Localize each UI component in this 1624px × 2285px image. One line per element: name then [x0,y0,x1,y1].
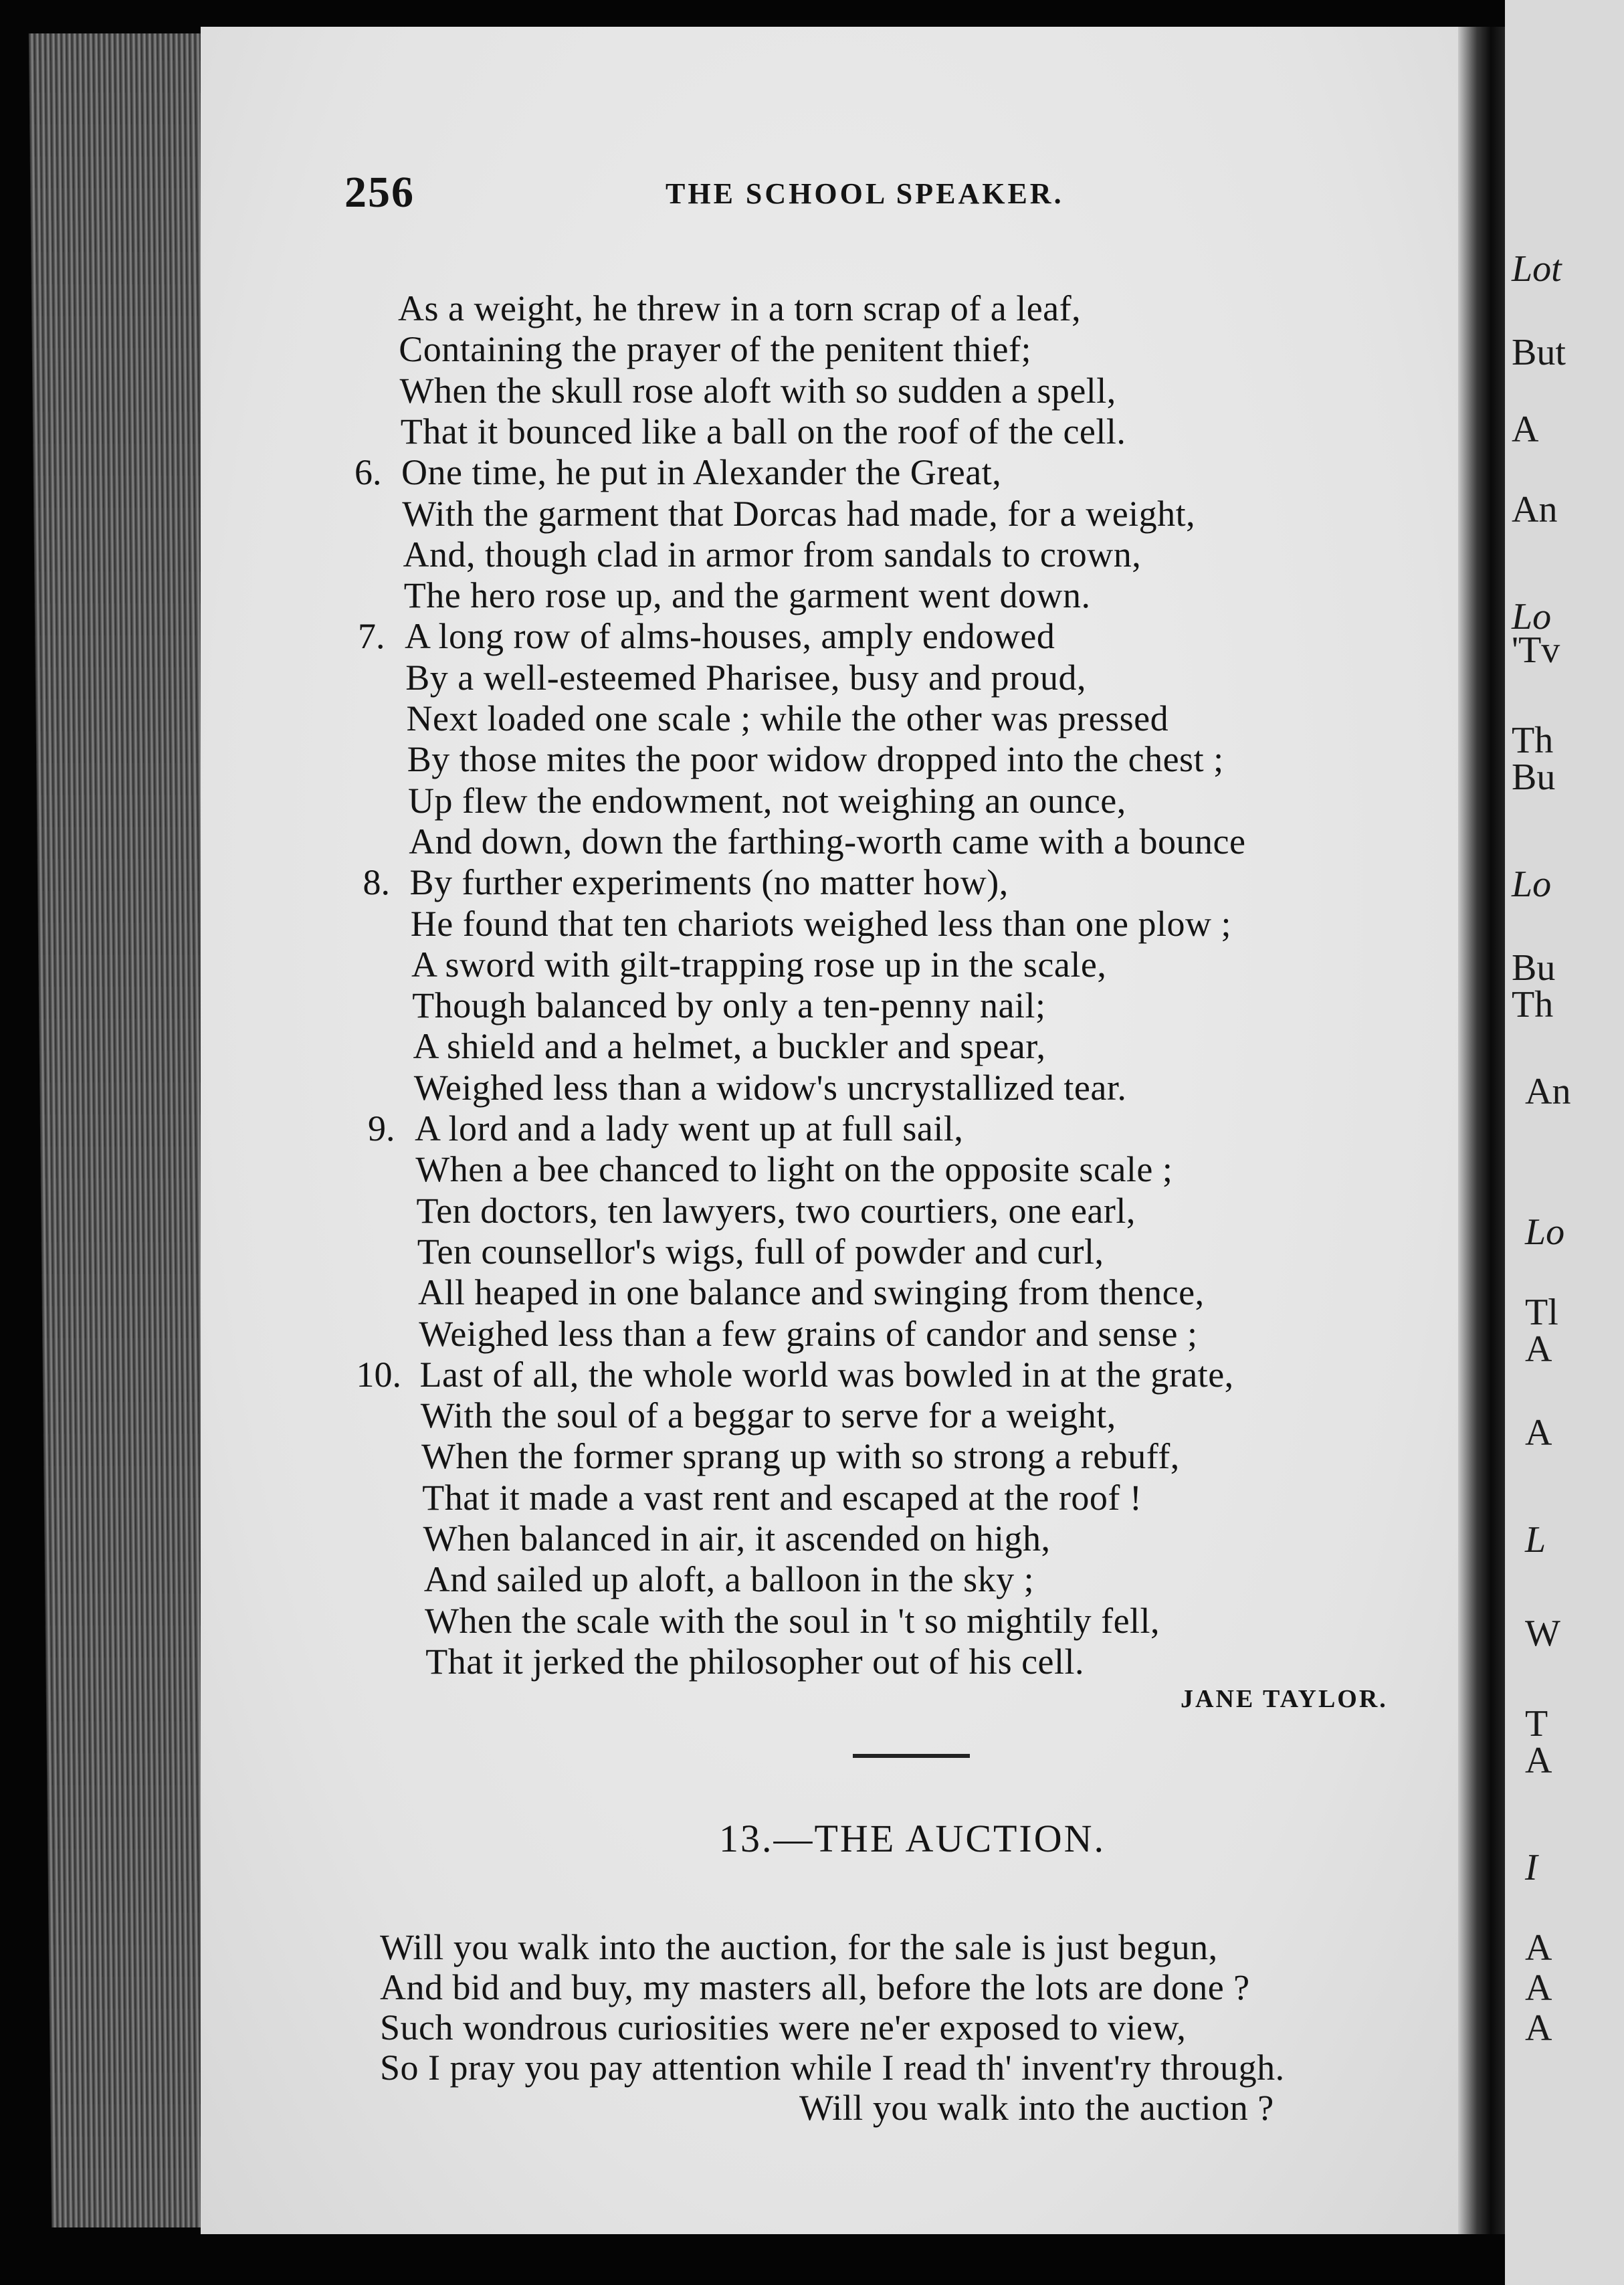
poem-line: And sailed up aloft, a balloon in the sky ; [423,1559,1035,1600]
facing-page-word: Bu [1512,757,1556,798]
facing-page-word: W [1525,1613,1560,1654]
auction-line: Will you walk into the auction ? [799,2088,1274,2128]
facing-page-word: A [1525,2007,1552,2049]
stanza-number: 7. [358,616,385,657]
poem-line: A long row of alms-houses, amply endowed [405,616,1055,657]
facing-page-word: Lo [1512,864,1552,905]
stanza-number: 6. [354,452,382,493]
facing-page-word: A [1525,1412,1552,1454]
poem-line: Though balanced by only a ten-penny nail; [412,985,1046,1026]
facing-page-word: A [1512,409,1539,450]
poem-line: With the garment that Dorcas had made, for a weight, [402,493,1196,534]
poem-line: When the scale with the soul in 't so mightily fell, [425,1600,1160,1641]
poem-line: He found that ten chariots weighed less than one plow ; [410,903,1231,944]
poem-line: When balanced in air, it ascended on high, [423,1518,1051,1559]
poem-line: That it made a vast rent and escaped at the roof ! [422,1477,1142,1518]
facing-page-word: A [1525,1927,1552,1969]
facing-page-word: Lot [1512,248,1562,290]
poem-line: By a well-esteemed Pharisee, busy and proud, [405,657,1086,698]
poem-line: By further experiments (no matter how), [409,862,1009,903]
poem-line: Weighed less than a few grains of candor and sense ; [419,1313,1198,1354]
poem-author: JANE TAYLOR. [1181,1685,1388,1713]
poem-line: When the former sprang up with so strong a rebuff, [421,1436,1180,1477]
facing-page-word: L [1525,1519,1546,1561]
poem-line: That it jerked the philosopher out of his cell. [425,1641,1085,1682]
poem-line: One time, he put in Alexander the Great, [401,452,1002,493]
facing-page-word: A [1525,1967,1552,2009]
facing-page-word: Th [1512,720,1554,761]
book-gutter [1458,27,1505,2234]
page-header [344,167,1415,221]
poem-line: All heaped in one balance and swinging from thence, [418,1272,1205,1313]
poem-line: And down, down the farthing-worth came with a bounce [409,821,1246,862]
auction-line: So I pray you pay attention while I read th' invent'ry through. [380,2048,1285,2088]
facing-page-word: Tl [1525,1292,1558,1333]
facing-page-word: T [1525,1703,1548,1745]
poem-line: As a weight, he threw in a torn scrap of a leaf, [398,288,1082,328]
poem-line: Last of all, the whole world was bowled in at the grate, [419,1354,1234,1395]
poem-line: By those mites the poor widow dropped into the chest ; [407,739,1224,780]
facing-page-word: But [1512,332,1566,373]
poem-line: A sword with gilt-trapping rose up in the scale, [411,944,1107,985]
facing-page-word: Lo [1525,1211,1565,1253]
facing-page-word: I [1525,1847,1538,1888]
facing-page-fragment [1505,0,1624,2285]
facing-page-word: 'Tv [1512,629,1560,671]
poem-line: Weighed less than a widow's uncrystallized tear. [413,1067,1127,1108]
stanza-number: 10. [356,1354,401,1395]
poem-line: When a bee chanced to light on the opposite scale ; [415,1149,1173,1190]
poem-line: Ten counsellor's wigs, full of powder and curl, [417,1231,1104,1272]
facing-page-word: Bu [1512,947,1556,989]
page-number: 256 [344,168,415,217]
poem-line: Next loaded one scale ; while the other was pressed [406,698,1169,738]
section-title: 13.—THE AUCTION. [719,1817,1106,1860]
stanza-number: 8. [363,862,390,903]
book-page-edges [29,33,225,2227]
facing-page-word: A [1525,1740,1552,1781]
poem-line: With the soul of a beggar to serve for a weight, [420,1395,1116,1436]
facing-page-word: An [1512,489,1558,530]
poem-line: That it bounced like a ball on the roof of the cell. [400,411,1126,452]
section-divider [853,1754,970,1758]
poem-line: A lord and a lady went up at full sail, [415,1108,964,1149]
running-head: THE SCHOOL SPEAKER. [666,177,1064,210]
poem-line: And, though clad in armor from sandals to crown, [403,534,1142,575]
auction-line: And bid and buy, my masters all, before the lots are done ? [380,1967,1250,2007]
poem-line: A shield and a helmet, a buckler and spear, [413,1026,1046,1067]
poem-line: The hero rose up, and the garment went down. [403,575,1091,616]
facing-page-word: A [1525,1328,1552,1370]
poem-line: Up flew the endowment, not weighing an ounce, [408,780,1126,821]
book-page [201,27,1458,2234]
poem-line: When the skull rose aloft with so sudden a spell, [399,370,1116,411]
auction-line: Will you walk into the auction, for the sale is just begun, [380,1927,1218,1967]
poem-line: Containing the prayer of the penitent thief; [399,329,1031,370]
auction-line: Such wondrous curiosities were ne'er exposed to view, [380,2007,1187,2048]
facing-page-word: Th [1512,984,1554,1025]
facing-page-word: An [1525,1071,1571,1112]
stanza-number: 9. [368,1108,395,1149]
poem-line: Ten doctors, ten lawyers, two courtiers, one earl, [416,1190,1136,1231]
facing-page-word: Lo [1512,596,1552,637]
